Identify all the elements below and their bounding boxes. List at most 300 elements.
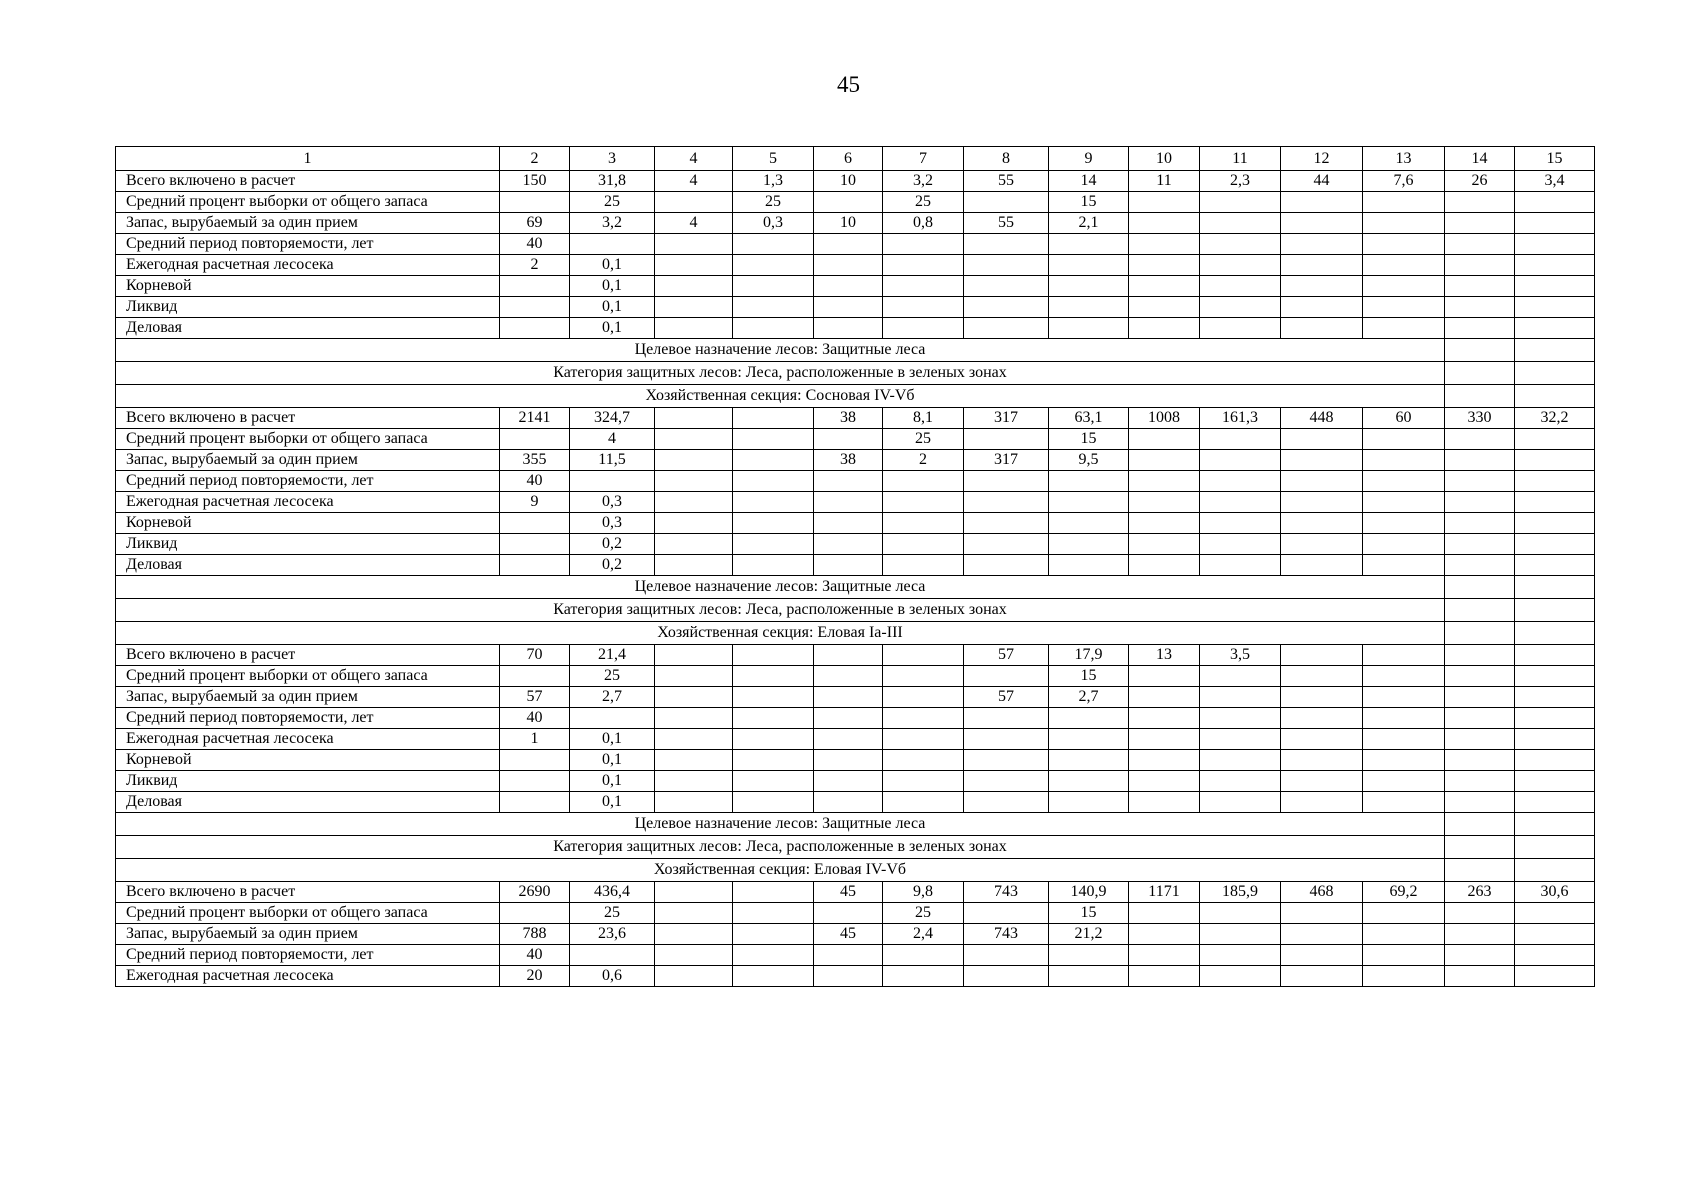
table-cell: 8,1 xyxy=(883,408,964,429)
table-row xyxy=(116,666,1595,687)
empty-cell xyxy=(1515,576,1595,599)
table-cell xyxy=(1200,513,1281,534)
table-cell xyxy=(500,534,570,555)
table-cell: 57 xyxy=(500,687,570,708)
section-header-row xyxy=(116,836,1595,859)
table-cell xyxy=(1049,708,1129,729)
table-cell: 9,8 xyxy=(883,882,964,903)
table-cell: 60 xyxy=(1363,408,1445,429)
empty-cell xyxy=(1445,362,1515,385)
table-cell: 1171 xyxy=(1129,882,1200,903)
table-cell: 3,2 xyxy=(570,213,655,234)
table-row xyxy=(116,966,1595,987)
table-cell xyxy=(733,255,814,276)
table-cell xyxy=(1049,945,1129,966)
table-cell xyxy=(1445,513,1515,534)
table-row xyxy=(116,318,1595,339)
table-cell xyxy=(1363,276,1445,297)
table-cell xyxy=(733,276,814,297)
table-cell xyxy=(733,729,814,750)
empty-cell xyxy=(1445,813,1515,836)
table-cell xyxy=(1445,966,1515,987)
table-cell xyxy=(814,492,883,513)
table-cell: 9,5 xyxy=(1049,450,1129,471)
table-cell: 3,4 xyxy=(1515,171,1595,192)
empty-cell xyxy=(1515,385,1595,408)
row-label: Всего включено в расчет xyxy=(116,645,500,666)
table-cell xyxy=(1281,555,1363,576)
table-cell xyxy=(1200,318,1281,339)
table-cell xyxy=(1200,234,1281,255)
table-cell xyxy=(500,429,570,450)
table-cell: 330 xyxy=(1445,408,1515,429)
table-cell xyxy=(1363,255,1445,276)
table-row xyxy=(116,492,1595,513)
table-cell xyxy=(655,708,733,729)
table-cell xyxy=(500,771,570,792)
table-cell xyxy=(1129,792,1200,813)
table-cell xyxy=(1515,492,1595,513)
table-cell xyxy=(1281,708,1363,729)
table-cell xyxy=(883,234,964,255)
table-cell: 14 xyxy=(1049,171,1129,192)
table-cell xyxy=(1049,966,1129,987)
table-cell: 9 xyxy=(500,492,570,513)
table-cell: 25 xyxy=(883,429,964,450)
table-cell xyxy=(1363,708,1445,729)
table-cell xyxy=(655,924,733,945)
table-row xyxy=(116,171,1595,192)
table-cell xyxy=(733,534,814,555)
row-label: Всего включено в расчет xyxy=(116,408,500,429)
empty-cell xyxy=(1515,599,1595,622)
table-cell: 2690 xyxy=(500,882,570,903)
table-cell xyxy=(814,903,883,924)
table-cell xyxy=(1515,945,1595,966)
table-cell xyxy=(1200,750,1281,771)
table-cell xyxy=(1515,318,1595,339)
table-cell xyxy=(1281,276,1363,297)
table-cell xyxy=(1445,429,1515,450)
table-row xyxy=(116,255,1595,276)
table-cell xyxy=(1200,276,1281,297)
table-cell xyxy=(1515,234,1595,255)
section-header-row xyxy=(116,813,1595,836)
table-row xyxy=(116,276,1595,297)
table-cell xyxy=(1129,903,1200,924)
table-cell: 31,8 xyxy=(570,171,655,192)
table-cell xyxy=(1445,492,1515,513)
table-cell xyxy=(1445,192,1515,213)
table-cell xyxy=(964,903,1049,924)
table-cell: 2141 xyxy=(500,408,570,429)
table-cell: 0,1 xyxy=(570,318,655,339)
table-cell xyxy=(1129,492,1200,513)
section-header: Хозяйственная секция: Сосновая IV-Vб xyxy=(116,385,1445,408)
table-row xyxy=(116,297,1595,318)
table-cell xyxy=(1281,192,1363,213)
table-cell xyxy=(1445,234,1515,255)
table-cell xyxy=(1363,513,1445,534)
section-header: Хозяйственная секция: Еловая IV-Vб xyxy=(116,859,1445,882)
row-label: Корневой xyxy=(116,513,500,534)
empty-cell xyxy=(1445,576,1515,599)
table-cell xyxy=(1363,318,1445,339)
column-number: 4 xyxy=(655,147,733,171)
table-cell xyxy=(1363,492,1445,513)
column-number: 10 xyxy=(1129,147,1200,171)
table-cell xyxy=(500,750,570,771)
table-cell: 0,1 xyxy=(570,771,655,792)
column-number-row xyxy=(116,147,1595,171)
table-cell: 3,5 xyxy=(1200,645,1281,666)
table-cell xyxy=(570,945,655,966)
table-cell: 4 xyxy=(655,213,733,234)
section-header-row xyxy=(116,599,1595,622)
table-cell xyxy=(500,792,570,813)
table-cell: 2,1 xyxy=(1049,213,1129,234)
table-cell xyxy=(1445,213,1515,234)
table-cell: 436,4 xyxy=(570,882,655,903)
table-row xyxy=(116,924,1595,945)
empty-cell xyxy=(1445,339,1515,362)
table-cell xyxy=(964,771,1049,792)
table-cell xyxy=(1515,429,1595,450)
table-cell xyxy=(1363,297,1445,318)
row-label: Средний период повторяемости, лет xyxy=(116,945,500,966)
table-cell xyxy=(814,687,883,708)
table-cell xyxy=(1200,708,1281,729)
table-cell xyxy=(1129,513,1200,534)
table-cell xyxy=(1363,687,1445,708)
table-cell xyxy=(1129,534,1200,555)
table-cell: 13 xyxy=(1129,645,1200,666)
section-header: Категория защитных лесов: Леса, расположенные в зеленых зонах xyxy=(116,362,1445,385)
table-cell xyxy=(1200,945,1281,966)
table-cell xyxy=(1363,213,1445,234)
table-cell: 468 xyxy=(1281,882,1363,903)
table-cell xyxy=(655,297,733,318)
table-cell xyxy=(964,966,1049,987)
table-cell xyxy=(655,429,733,450)
empty-cell xyxy=(1445,859,1515,882)
table-row xyxy=(116,408,1595,429)
table-cell xyxy=(964,492,1049,513)
table-cell xyxy=(964,666,1049,687)
section-header-row xyxy=(116,385,1595,408)
table-cell xyxy=(655,471,733,492)
table-cell xyxy=(1049,318,1129,339)
table-cell: 3,2 xyxy=(883,171,964,192)
table-cell xyxy=(1281,429,1363,450)
table-cell xyxy=(1281,750,1363,771)
table-cell: 40 xyxy=(500,708,570,729)
table-cell xyxy=(964,708,1049,729)
table-cell xyxy=(1515,666,1595,687)
table-cell xyxy=(570,708,655,729)
table-cell: 0,3 xyxy=(570,492,655,513)
table-cell xyxy=(1281,534,1363,555)
table-cell xyxy=(1363,924,1445,945)
table-cell xyxy=(964,255,1049,276)
section-header-row xyxy=(116,362,1595,385)
table-cell xyxy=(964,750,1049,771)
table-cell: 0,1 xyxy=(570,792,655,813)
table-cell: 743 xyxy=(964,924,1049,945)
table-cell xyxy=(733,471,814,492)
row-label: Деловая xyxy=(116,555,500,576)
table-cell: 10 xyxy=(814,213,883,234)
table-cell: 11 xyxy=(1129,171,1200,192)
table-cell xyxy=(1129,555,1200,576)
table-row xyxy=(116,534,1595,555)
table-cell xyxy=(1363,429,1445,450)
table-cell xyxy=(883,555,964,576)
row-label: Ежегодная расчетная лесосека xyxy=(116,966,500,987)
table-cell xyxy=(1363,945,1445,966)
table-cell xyxy=(1515,792,1595,813)
table-cell xyxy=(1363,966,1445,987)
table-cell: 15 xyxy=(1049,903,1129,924)
table-cell xyxy=(814,534,883,555)
table-cell xyxy=(733,792,814,813)
table-cell: 743 xyxy=(964,882,1049,903)
table-row xyxy=(116,471,1595,492)
row-label: Средний период повторяемости, лет xyxy=(116,471,500,492)
table-cell xyxy=(1445,450,1515,471)
empty-cell xyxy=(1515,836,1595,859)
section-header: Категория защитных лесов: Леса, расположенные в зеленых зонах xyxy=(116,836,1445,859)
table-cell xyxy=(1515,213,1595,234)
table-cell xyxy=(733,750,814,771)
empty-cell xyxy=(1515,362,1595,385)
table-cell: 25 xyxy=(570,903,655,924)
table-cell xyxy=(1281,903,1363,924)
table-cell xyxy=(883,255,964,276)
table-cell xyxy=(733,708,814,729)
row-label: Средний период повторяемости, лет xyxy=(116,708,500,729)
table-cell xyxy=(814,429,883,450)
row-label: Ежегодная расчетная лесосека xyxy=(116,729,500,750)
table-cell: 1,3 xyxy=(733,171,814,192)
table-cell: 4 xyxy=(655,171,733,192)
table-cell xyxy=(1200,471,1281,492)
table-cell xyxy=(1129,729,1200,750)
table-cell xyxy=(733,408,814,429)
row-label: Деловая xyxy=(116,318,500,339)
table-cell xyxy=(1049,771,1129,792)
table-cell xyxy=(1281,966,1363,987)
row-label: Средний процент выборки от общего запаса xyxy=(116,666,500,687)
table-row xyxy=(116,792,1595,813)
table-cell xyxy=(1281,945,1363,966)
table-cell xyxy=(883,276,964,297)
table-cell xyxy=(1049,492,1129,513)
table-cell xyxy=(883,750,964,771)
table-cell xyxy=(1363,645,1445,666)
table-cell: 355 xyxy=(500,450,570,471)
table-cell xyxy=(655,966,733,987)
row-label: Запас, вырубаемый за один прием xyxy=(116,924,500,945)
row-label: Всего включено в расчет xyxy=(116,171,500,192)
table-cell xyxy=(1049,471,1129,492)
table-cell xyxy=(1515,750,1595,771)
table-cell xyxy=(1200,192,1281,213)
table-cell xyxy=(964,297,1049,318)
table-cell: 0,1 xyxy=(570,276,655,297)
table-row xyxy=(116,192,1595,213)
table-cell: 21,4 xyxy=(570,645,655,666)
table-cell xyxy=(1049,513,1129,534)
table-cell: 317 xyxy=(964,408,1049,429)
table-cell xyxy=(1515,687,1595,708)
row-label: Корневой xyxy=(116,750,500,771)
table-cell: 2,7 xyxy=(1049,687,1129,708)
table-row xyxy=(116,645,1595,666)
table-cell xyxy=(964,792,1049,813)
table-cell xyxy=(1200,924,1281,945)
table-cell xyxy=(1281,213,1363,234)
table-cell xyxy=(1129,234,1200,255)
table-cell: 2 xyxy=(500,255,570,276)
column-number: 3 xyxy=(570,147,655,171)
table-row xyxy=(116,234,1595,255)
row-label: Ликвид xyxy=(116,534,500,555)
table-cell xyxy=(1200,429,1281,450)
table-cell: 0,8 xyxy=(883,213,964,234)
table-cell: 0,1 xyxy=(570,750,655,771)
table-cell xyxy=(1049,255,1129,276)
table-cell: 7,6 xyxy=(1363,171,1445,192)
table-cell xyxy=(655,555,733,576)
table-cell: 15 xyxy=(1049,429,1129,450)
table-cell xyxy=(814,297,883,318)
table-cell xyxy=(814,708,883,729)
table-cell xyxy=(1129,192,1200,213)
table-cell xyxy=(1445,276,1515,297)
table-cell xyxy=(1515,966,1595,987)
table-cell xyxy=(655,534,733,555)
table-cell xyxy=(733,945,814,966)
table-cell: 25 xyxy=(570,192,655,213)
row-label: Запас, вырубаемый за один прием xyxy=(116,450,500,471)
empty-cell xyxy=(1445,622,1515,645)
table-cell xyxy=(814,750,883,771)
table-cell: 55 xyxy=(964,213,1049,234)
table-cell xyxy=(964,729,1049,750)
table-cell xyxy=(655,408,733,429)
section-header-row xyxy=(116,339,1595,362)
table-cell xyxy=(814,192,883,213)
table-cell xyxy=(1129,318,1200,339)
table-cell: 63,1 xyxy=(1049,408,1129,429)
table-row xyxy=(116,750,1595,771)
table-cell xyxy=(883,792,964,813)
table-cell xyxy=(1515,771,1595,792)
table-cell xyxy=(964,471,1049,492)
table-cell xyxy=(1281,513,1363,534)
table-cell xyxy=(1445,318,1515,339)
table-cell: 0,1 xyxy=(570,255,655,276)
table-cell: 1 xyxy=(500,729,570,750)
table-cell xyxy=(570,471,655,492)
table-cell: 185,9 xyxy=(1200,882,1281,903)
section-header: Целевое назначение лесов: Защитные леса xyxy=(116,576,1445,599)
table-cell: 45 xyxy=(814,924,883,945)
section-header: Хозяйственная секция: Еловая Ia-III xyxy=(116,622,1445,645)
table-cell xyxy=(1515,297,1595,318)
table-cell xyxy=(655,687,733,708)
table-cell xyxy=(733,429,814,450)
row-label: Запас, вырубаемый за один прием xyxy=(116,687,500,708)
table-cell xyxy=(1200,534,1281,555)
table-cell xyxy=(1281,450,1363,471)
row-label: Средний процент выборки от общего запаса xyxy=(116,903,500,924)
table-cell xyxy=(733,687,814,708)
table-cell xyxy=(733,966,814,987)
table-cell xyxy=(1445,771,1515,792)
table-cell xyxy=(655,729,733,750)
table-cell xyxy=(814,666,883,687)
table-cell xyxy=(883,708,964,729)
table-cell: 11,5 xyxy=(570,450,655,471)
table-cell: 15 xyxy=(1049,666,1129,687)
table-cell xyxy=(500,555,570,576)
table-cell: 57 xyxy=(964,687,1049,708)
table-cell xyxy=(1129,429,1200,450)
table-cell xyxy=(1363,534,1445,555)
table-cell xyxy=(1363,555,1445,576)
table-cell xyxy=(883,513,964,534)
table-cell xyxy=(814,471,883,492)
table-row xyxy=(116,771,1595,792)
table-cell xyxy=(1129,297,1200,318)
table-cell xyxy=(1200,492,1281,513)
row-label: Ликвид xyxy=(116,297,500,318)
table-cell xyxy=(1515,924,1595,945)
table-cell xyxy=(883,945,964,966)
table-cell xyxy=(733,924,814,945)
table-row xyxy=(116,450,1595,471)
table-cell: 57 xyxy=(964,645,1049,666)
table-cell xyxy=(1129,213,1200,234)
column-number: 8 xyxy=(964,147,1049,171)
table-cell xyxy=(1281,924,1363,945)
table-cell xyxy=(655,192,733,213)
table-cell xyxy=(655,645,733,666)
table-cell: 69,2 xyxy=(1363,882,1445,903)
table-cell: 0,2 xyxy=(570,555,655,576)
row-label: Всего включено в расчет xyxy=(116,882,500,903)
table-cell xyxy=(500,903,570,924)
table-cell xyxy=(814,255,883,276)
table-cell xyxy=(1129,771,1200,792)
table-row xyxy=(116,213,1595,234)
table-cell xyxy=(1515,513,1595,534)
table-cell xyxy=(500,513,570,534)
table-cell xyxy=(1363,471,1445,492)
table-cell xyxy=(655,492,733,513)
table-cell: 70 xyxy=(500,645,570,666)
table-cell: 40 xyxy=(500,234,570,255)
table-cell xyxy=(814,234,883,255)
table-cell xyxy=(733,234,814,255)
table-cell xyxy=(1515,255,1595,276)
table-cell xyxy=(500,276,570,297)
table-cell xyxy=(814,318,883,339)
table-cell: 140,9 xyxy=(1049,882,1129,903)
table-cell xyxy=(1129,966,1200,987)
